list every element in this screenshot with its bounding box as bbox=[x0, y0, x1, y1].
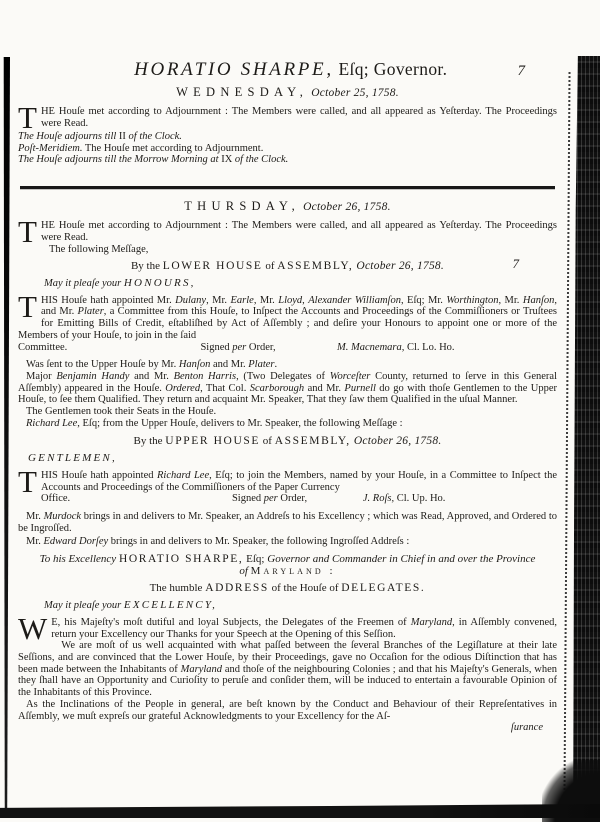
paragraph-as-the-inclinations bbox=[18, 699, 557, 722]
text-segment: , a Committee from this Houſe, to Inſpect the Accounts and Proceedings of the Commiſſioners or Truſtees for Emitting Bills of Credit, eſtabliſhed by Act of Aſſembly ; and deſire your Honours to appoint one or more of the Members of your Houſe, to join in the ſaid bbox=[18, 306, 557, 341]
text-segment: May it pleaſe your bbox=[44, 600, 124, 612]
line-signed-upper-house bbox=[41, 493, 557, 505]
paragraph-murdock-address bbox=[18, 511, 557, 534]
text-segment: Dulany bbox=[175, 294, 207, 306]
text-segment: Order, bbox=[277, 493, 308, 505]
heading-thursday bbox=[18, 198, 557, 214]
text-segment: HE Houſe met according to Adjournment : The Members were called, and all appeared as Yeſterday. The Proceedings were Read. bbox=[40, 220, 557, 243]
text-segment: brings in and delivers to Mr. Speaker, an Addreſs to his Excellency ; which was Read, Approved, and Ordered to be Ingroſſed. bbox=[18, 510, 557, 534]
text-segment: County, returned to ſerve in this General Aſſembly) appeared in the Houſe. bbox=[18, 370, 558, 394]
text-segment: Purnell bbox=[344, 382, 376, 394]
text-segment: of bbox=[260, 435, 275, 448]
text-segment: HIS Houſe hath appointed bbox=[40, 469, 157, 481]
paragraph-we-are-most bbox=[18, 640, 557, 699]
text-segment: October 26, 1758. bbox=[350, 435, 442, 448]
text-segment: Governor and Commander in Chief in and over the Province bbox=[267, 553, 536, 566]
text-segment: per bbox=[263, 493, 278, 505]
text-segment: , in Aſſembly convened, return your Excellency our Thanks for your Speech at the Opening of this Seſſion. bbox=[51, 616, 557, 640]
scan-artifact-left-edge bbox=[3, 57, 10, 813]
text-segment: , (Two Delegates of bbox=[236, 370, 330, 382]
paragraph-we-his-majestys bbox=[18, 610, 557, 646]
text-segment: ASSEMBLY, bbox=[274, 435, 351, 448]
document-page bbox=[18, 59, 558, 734]
drop-cap: W bbox=[18, 610, 48, 646]
text-segment: of the Clock. bbox=[125, 130, 182, 142]
text-segment: Signed bbox=[200, 341, 233, 353]
text-segment: HORATIO SHARPE, bbox=[134, 59, 334, 80]
text-segment: J. Roſs, bbox=[362, 493, 395, 505]
line-was-sent bbox=[18, 359, 557, 371]
text-segment: Mr. bbox=[26, 510, 44, 522]
text-segment: The following Meſſage, bbox=[48, 243, 149, 255]
text-segment: Maryland bbox=[410, 616, 453, 628]
text-segment: , and Mr. bbox=[40, 294, 557, 318]
text-segment: Cl. Up. Ho. bbox=[394, 493, 446, 505]
text-segment: of the Clock. bbox=[232, 154, 289, 166]
text-segment: Mr. bbox=[26, 536, 44, 548]
text-segment: Maryland : bbox=[250, 564, 336, 577]
text-segment: Signed bbox=[231, 493, 264, 505]
running-header bbox=[18, 59, 557, 80]
text-segment: ASSEMBLY, bbox=[277, 260, 354, 273]
text-segment: Murdock bbox=[43, 510, 82, 522]
running-header-title bbox=[18, 59, 518, 80]
line-signed-lower-house bbox=[18, 342, 557, 354]
text-segment: The humble bbox=[149, 581, 206, 594]
text-segment: Plater bbox=[248, 359, 275, 371]
text-segment: , That Col. bbox=[200, 382, 250, 394]
text-segment: Benton Harris bbox=[173, 370, 237, 382]
text-segment: IX bbox=[221, 154, 233, 166]
text-segment: Was ſent to the Upper Houſe by Mr. bbox=[26, 359, 179, 371]
text-segment: October 25, 1758. bbox=[308, 86, 399, 99]
text-segment: HE Houſe met according to Adjournment : The Members were called, and all appeared as Yeſterday. The Proceedings were Read. bbox=[40, 106, 557, 130]
text-segment: GENTLEMEN, bbox=[28, 452, 117, 465]
text-segment: Eſq; bbox=[243, 553, 268, 566]
text-segment: E, his Majeſty's moſt dutiful and loyal Subjects, the Delegates of the Freemen of bbox=[51, 616, 411, 628]
drop-cap: T bbox=[18, 288, 37, 324]
drop-cap: T bbox=[18, 463, 37, 499]
text-segment: Major bbox=[26, 370, 57, 382]
scan-artifact-right-dotted-line bbox=[563, 72, 570, 794]
text-segment: , bbox=[302, 294, 309, 306]
text-segment: Eſq; Governor. bbox=[333, 59, 448, 79]
text-segment: Richard Lee bbox=[26, 417, 78, 429]
text-segment: We are moſt of us well acquainted with what paſſed between the ſeveral Branches of the Legiſlature at their late Seſſions, and are convinced that the Lower Houſe, by their Proceedings, gave no Occaſion for the odious Diſtinction that has been made between the Inhabitants of bbox=[18, 640, 557, 675]
heading-humble-address bbox=[18, 583, 557, 595]
text-segment: HORATIO SHARPE, bbox=[118, 553, 244, 566]
text-segment: ADDRESS bbox=[205, 581, 269, 594]
text-segment: , Eſq; to join the Members, named by your Houſe, in a Committee to Inſpect the Accounts and Proceedings of the Commiſſioners of the Paper Currency bbox=[40, 469, 557, 493]
text-segment: Hanſon bbox=[522, 294, 555, 306]
text-segment: of bbox=[262, 260, 278, 273]
line-richard-lee-delivers bbox=[18, 418, 557, 430]
text-segment: and Mr. bbox=[304, 382, 345, 394]
page-number: 7 bbox=[517, 63, 525, 79]
text-segment: The Gentlemen took their Seats in the Houſe. bbox=[26, 406, 217, 418]
text-segment: and Mr. bbox=[129, 370, 174, 382]
text-segment: Richard Lee bbox=[157, 469, 210, 481]
text-segment: , Mr. bbox=[498, 294, 523, 306]
text-segment: Ordered bbox=[165, 382, 201, 394]
line-salutation-excellency bbox=[18, 600, 557, 612]
text-segment: Worceſter bbox=[329, 370, 371, 382]
text-segment: May it pleaſe your bbox=[44, 278, 124, 290]
text-segment: THURSDAY, bbox=[184, 198, 300, 213]
text-segment: and thoſe of the neighbouring Colonies ; and that his Majeſty's Generals, when they ſhall have an Opportunity and Curioſity to peruſe and conſider them, will be induced to entertain a favourable Opinion of the Inhabitants of this Province. bbox=[18, 663, 557, 699]
text-segment: Earle bbox=[230, 294, 254, 306]
heading-wednesday bbox=[18, 84, 557, 100]
ink-mark: 7 bbox=[512, 256, 519, 272]
line-dorsey-brings bbox=[18, 536, 557, 548]
line-took-seats bbox=[18, 406, 557, 418]
text-segment: , Mr. bbox=[253, 294, 279, 306]
text-segment: Benjamin Handy bbox=[56, 370, 130, 382]
text-segment: per bbox=[232, 341, 247, 353]
text-segment: Lloyd bbox=[278, 294, 303, 306]
line-following-message bbox=[18, 244, 557, 256]
section-rule bbox=[20, 186, 555, 189]
text-segment: October 26, 1758. bbox=[353, 260, 445, 273]
text-segment: October 26, 1758. bbox=[299, 200, 391, 213]
text-segment: M. Macnemara, bbox=[337, 341, 405, 353]
line-post-meridiem bbox=[18, 143, 557, 155]
heading-upper-house bbox=[18, 436, 557, 448]
drop-cap: T bbox=[18, 100, 37, 136]
text-segment: II bbox=[118, 130, 126, 142]
scan-artifact-right-band bbox=[573, 56, 600, 822]
text-segment: Office. bbox=[40, 493, 71, 505]
text-segment: , Eſq; Mr. bbox=[400, 294, 447, 306]
text-segment: HIS Houſe hath appointed Mr. bbox=[40, 294, 176, 306]
heading-lower-house bbox=[18, 256, 557, 273]
text-segment: Edward Dorſey bbox=[43, 536, 109, 548]
text-segment: The Houſe met according to Adjournment. bbox=[82, 142, 264, 154]
text-segment: Poſt-Meridiem. bbox=[18, 142, 83, 154]
text-segment: Order, bbox=[246, 341, 276, 353]
text-segment: Maryland bbox=[180, 663, 223, 675]
line-salutation-honours bbox=[18, 278, 557, 290]
text-segment: WEDNESDAY, bbox=[176, 84, 309, 99]
text-segment: The Houſe adjourns till bbox=[18, 130, 119, 142]
line-salutation-gentlemen bbox=[18, 453, 557, 465]
text-segment: Cl. Lo. Ho. bbox=[404, 341, 455, 353]
scan-artifact-bottom-band bbox=[0, 804, 600, 818]
text-segment: of bbox=[239, 564, 251, 577]
text-segment: . bbox=[274, 359, 278, 371]
text-segment: , Eſq; from the Upper Houſe, delivers to Mr. Speaker, the following Meſſage : bbox=[77, 417, 403, 429]
text-segment: By the bbox=[133, 435, 166, 448]
text-segment: and Mr. bbox=[210, 359, 249, 371]
text-segment: EXCELLENCY, bbox=[123, 599, 218, 612]
paragraph-delegates-qualified bbox=[18, 371, 557, 406]
text-segment: UPPER HOUSE bbox=[165, 435, 261, 448]
text-segment: As the Inclinations of the People in general, are beſt known by the Conduct and Behaviour of their Repreſentatives in Aſſembly, we muſt expreſs our grateful Acknowledgments to your Excellency for the Aſ- bbox=[18, 698, 557, 722]
text-segment: HONOURS, bbox=[123, 277, 196, 290]
text-segment: Hanſon bbox=[178, 359, 211, 371]
text-segment: brings in and delivers to Mr. Speaker, the following Ingroſſed Addreſs : bbox=[108, 536, 410, 548]
line-adjourn-morrow bbox=[18, 154, 557, 166]
text-segment: Alexander Williamſon bbox=[308, 294, 401, 306]
heading-of-maryland bbox=[18, 566, 557, 578]
text-segment: of the Houſe of bbox=[268, 581, 342, 594]
text-segment: The Houſe adjourns till the Morrow Morning at bbox=[18, 154, 222, 166]
text-segment: To his Excellency bbox=[39, 553, 119, 566]
text-segment: By the bbox=[130, 260, 163, 273]
text-segment: Plater bbox=[77, 306, 104, 318]
text-segment: Committee. bbox=[18, 341, 68, 353]
paragraph-committee-appointed bbox=[18, 288, 557, 342]
text-segment: Scarborough bbox=[249, 382, 305, 394]
scan-artifact-bottom-right-blob bbox=[542, 760, 600, 822]
line-adjourn-two bbox=[18, 131, 557, 143]
text-segment: ſurance bbox=[510, 722, 543, 734]
text-segment: do go with thoſe Gentlemen to the Upper Houſe, to ſee them Qualified. They return and acquaint Mr. Speaker, That they ſaw them Qualified in the uſual Manner. bbox=[18, 382, 557, 406]
catchword-surance bbox=[18, 722, 557, 734]
text-segment: DELEGATES. bbox=[341, 581, 426, 594]
text-segment: LOWER HOUSE bbox=[162, 260, 263, 273]
text-segment: Worthington bbox=[446, 294, 499, 306]
text-segment: , Mr. bbox=[206, 294, 231, 306]
drop-cap: T bbox=[18, 214, 37, 250]
